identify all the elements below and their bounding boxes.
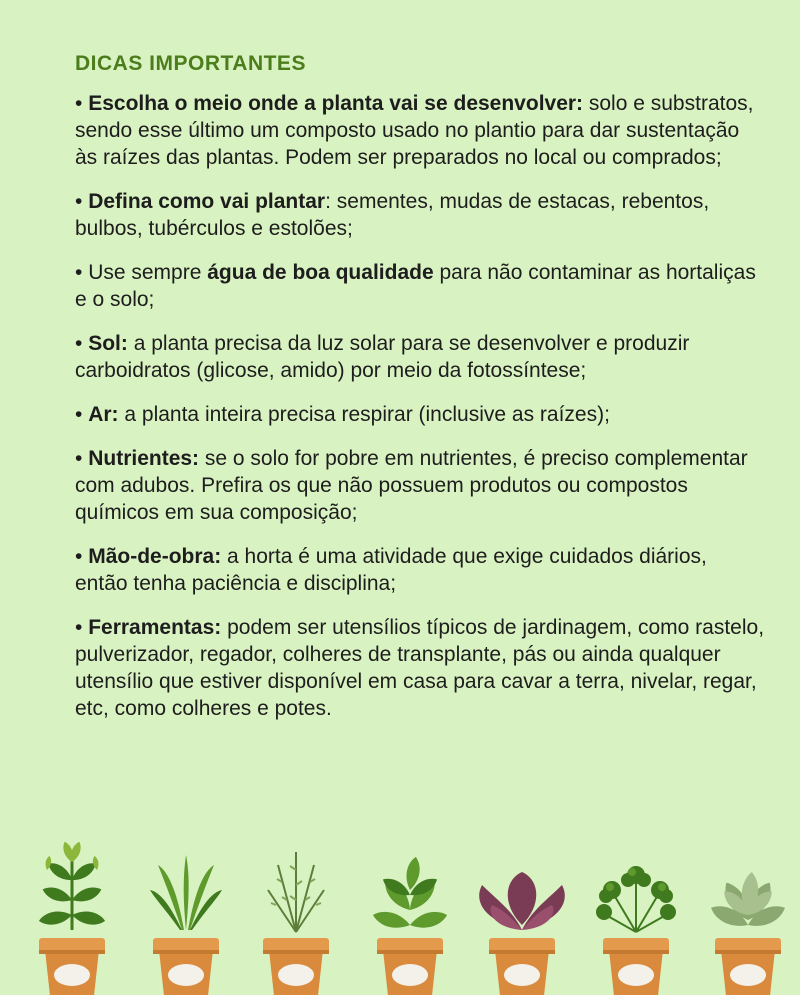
section-heading: DICAS IMPORTANTES bbox=[75, 52, 306, 75]
tip-title: Defina como vai plantar bbox=[88, 190, 326, 213]
sage-plant-icon bbox=[708, 871, 788, 995]
tip-text: : sementes, mudas de estacas, rebentos, bulbos, tubérculos e estolões; bbox=[75, 190, 710, 240]
tip-item bbox=[75, 259, 765, 313]
basil-plant-icon bbox=[38, 840, 106, 995]
tip-text: para não contaminar as hortaliças e o solo; bbox=[75, 261, 756, 311]
bullet: • bbox=[75, 403, 83, 426]
tip-title: Sol: bbox=[88, 332, 128, 355]
tip-title: Mão-de-obra: bbox=[88, 545, 222, 568]
tip-text: solo e substratos, sendo esse último um composto usado no plantio para dar sustentação às raízes das plantas. Podem ser preparados no local ou comprados; bbox=[75, 92, 754, 169]
tip-text: se o solo for pobre em nutrientes, é preciso complementar com adubos. Prefira os que não possuem produtos ou compostos químicos em sua composição; bbox=[75, 447, 748, 524]
bullet: • bbox=[75, 616, 83, 639]
tip-item bbox=[75, 445, 765, 526]
tip-item bbox=[75, 330, 765, 384]
tip-text: a horta é uma atividade que exige cuidados diários, então tenha paciência e disciplina; bbox=[75, 545, 707, 595]
tip-item bbox=[75, 188, 765, 242]
tip-title: Ar: bbox=[88, 403, 119, 426]
tip-text: a planta inteira precisa respirar (inclusive as raízes); bbox=[118, 403, 610, 426]
tip-text: Use sempre bbox=[88, 261, 208, 284]
parsley-plant-icon bbox=[596, 866, 676, 995]
tip-title: Escolha o meio onde a planta vai se desenvolver: bbox=[88, 92, 584, 115]
bullet: • bbox=[75, 190, 83, 213]
purple-basil-plant-icon bbox=[479, 872, 565, 995]
arugula-plant-icon bbox=[150, 855, 222, 995]
tip-text: podem ser utensílios típicos de jardinagem, como rastelo, pulverizador, regador, colheres de transplante, pás ou ainda qualquer utensílio que estiver disponível em casa para cavar a terra, nivelar, regar, etc, como colheres e potes. bbox=[75, 616, 765, 720]
potted-plants-illustration bbox=[0, 838, 800, 995]
tip-item bbox=[75, 543, 765, 597]
tip-item bbox=[75, 614, 765, 722]
bullet: • bbox=[75, 92, 83, 115]
bay-leaf-plant-icon bbox=[371, 856, 449, 995]
tip-title: água de boa qualidade bbox=[207, 261, 434, 284]
bullet: • bbox=[75, 545, 83, 568]
bullet: • bbox=[75, 447, 83, 470]
tip-item bbox=[75, 401, 765, 428]
tip-item bbox=[75, 90, 765, 171]
tip-title: Ferramentas: bbox=[88, 616, 222, 639]
tips-section bbox=[75, 52, 765, 739]
bullet: • bbox=[75, 261, 83, 284]
rosemary-plant-icon bbox=[263, 852, 329, 995]
bullet: • bbox=[75, 332, 83, 355]
tip-title: Nutrientes: bbox=[88, 447, 200, 470]
tip-text: a planta precisa da luz solar para se desenvolver e produzir carboidratos (glicose, amido) por meio da fotossíntese; bbox=[75, 332, 690, 382]
